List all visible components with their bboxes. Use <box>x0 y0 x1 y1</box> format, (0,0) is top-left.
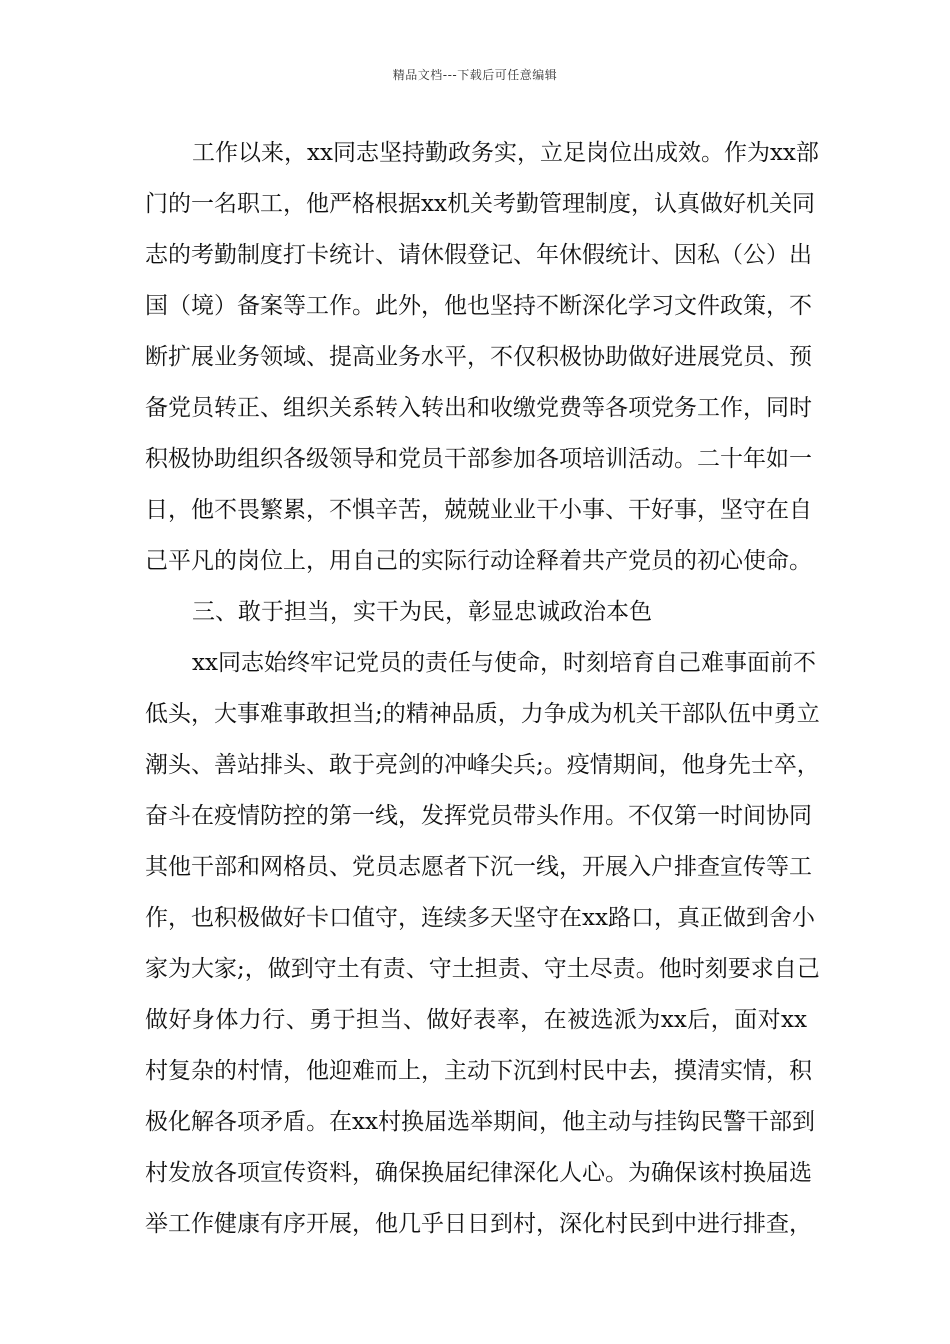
paragraph-line: 断扩展业务领域、提高业务水平，不仅积极协助做好进展党员、预 <box>145 344 812 370</box>
paragraph-line: 备党员转正、组织关系转入转出和收缴党费等各项党务工作，同时 <box>145 395 812 421</box>
paragraph-line: 低头，大事难事敢担当;的精神品质，力争成为机关干部队伍中勇立 <box>145 701 820 727</box>
paragraph-line: 奋斗在疫情防控的第一线，发挥党员带头作用。不仅第一时间协同 <box>145 803 812 829</box>
paragraph-line: 村发放各项宣传资料，确保换届纪律深化人心。为确保该村换届选 <box>145 1160 812 1186</box>
paragraph-line: 潮头、善站排头、敢于亮剑的冲峰尖兵;。疫情期间，他身先士卒， <box>145 752 820 778</box>
paragraph-line: 门的一名职工，他严格根据xx机关考勤管理制度，认真做好机关同 <box>145 191 815 217</box>
paragraph-line: 极化解各项矛盾。在xx村换届选举期间，他主动与挂钩民警干部到 <box>145 1109 815 1135</box>
paragraph-line: 做好身体力行、勇于担当、做好表率，在被选派为xx后，面对xx <box>145 1007 807 1033</box>
paragraph-line: 日，他不畏繁累，不惧辛苦，兢兢业业干小事、干好事，坚守在自 <box>145 497 812 523</box>
paragraph-line: 其他干部和网格员、党员志愿者下沉一线，开展入户排查宣传等工 <box>145 854 812 880</box>
paragraph-line: 工作以来，xx同志坚持勤政务实，立足岗位出成效。作为xx部 <box>192 140 819 166</box>
paragraph-line: xx同志始终牢记党员的责任与使命，时刻培育自己难事面前不 <box>192 650 816 676</box>
paragraph-line: 志的考勤制度打卡统计、请休假登记、年休假统计、因私（公）出 <box>145 242 812 268</box>
paragraph-line: 作，也积极做好卡口值守，连续多天坚守在xx路口，真正做到舍小 <box>145 905 815 931</box>
paragraph-line: 国（境）备案等工作。此外，他也坚持不断深化学习文件政策，不 <box>145 293 812 319</box>
page-header: 精品文档---下载后可任意编辑 <box>392 68 558 82</box>
paragraph-line: 积极协助组织各级领导和党员干部参加各项培训活动。二十年如一 <box>145 446 812 472</box>
paragraph-line: 己平凡的岗位上，用自己的实际行动诠释着共产党员的初心使命。 <box>145 548 812 574</box>
paragraph-line: 家为大家;，做到守土有责、守土担责、守土尽责。他时刻要求自己 <box>145 956 820 982</box>
section-heading: 三、敢于担当，实干为民，彰显忠诚政治本色 <box>192 599 652 625</box>
paragraph-line: 村复杂的村情，他迎难而上，主动下沉到村民中去，摸清实情，积 <box>145 1058 812 1084</box>
paragraph-line: 举工作健康有序开展，他几乎日日到村，深化村民到中进行排查， <box>145 1211 812 1237</box>
